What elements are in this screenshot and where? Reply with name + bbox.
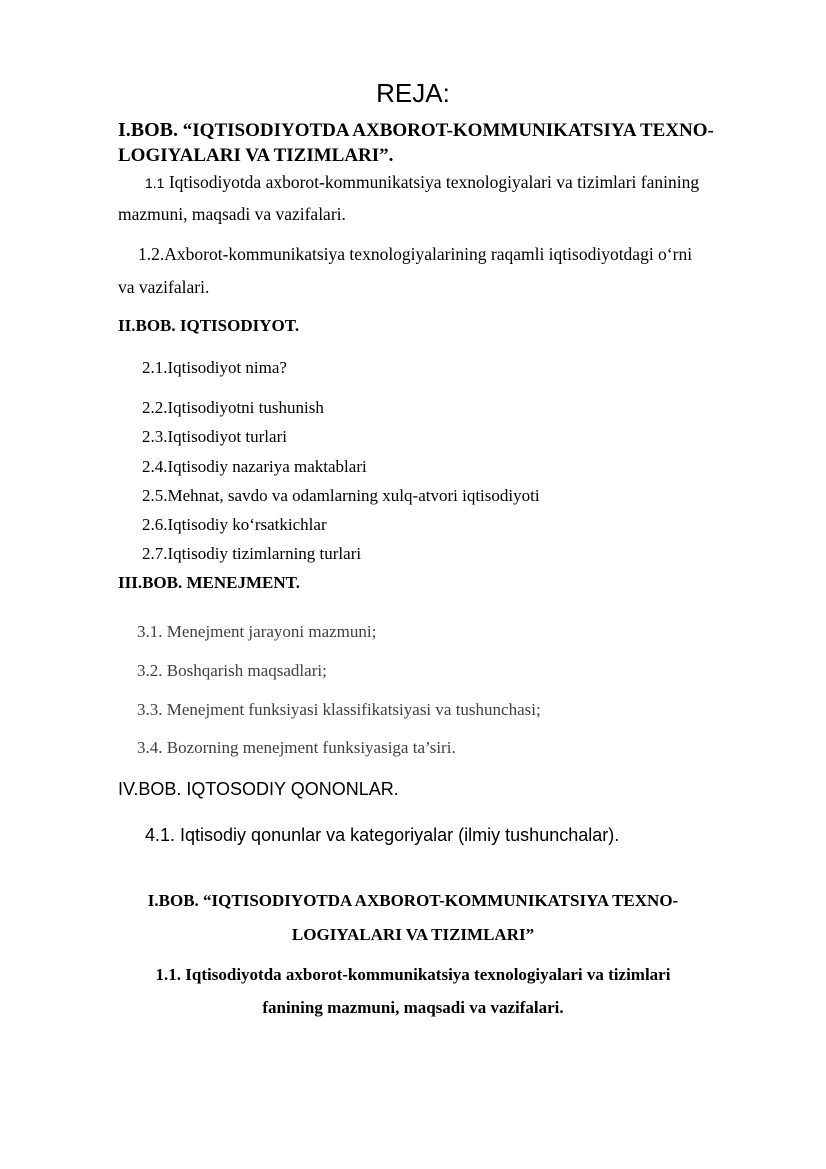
chapter2-item: 2.5.Mehnat, savdo va odamlarning xulq-atvori iqtisodiyoti: [142, 486, 540, 505]
section-heading-line1: I.BOB. “IQTISODIYOTDA AXBOROT-KOMMUNIKATSIYA TEXNO-: [147, 891, 679, 910]
chapter3-item: 3.2. Boshqarish maqsadlari;: [137, 661, 327, 680]
subsection-heading-line1: 1.1. Iqtisodiyotda axborot-kommunikatsiya texnologiyalari va tizimlari: [155, 965, 671, 984]
chapter1-item2-line1: 1.2.Axborot-kommunikatsiya texnologiyalarining raqamli iqtisodiyotdagi oʻrni: [138, 244, 693, 264]
chapter3-heading: III.BOB. MENEJMENT.: [118, 573, 300, 592]
chapter1-prefix: I.BOB.: [118, 119, 179, 141]
chapter2-item: 2.7.Iqtisodiy tizimlarning turlari: [142, 544, 362, 563]
chapter2-item: 2.3.Iqtisodiyot turlari: [142, 427, 287, 446]
chapter1-title-line1: “IQTISODIYOTDA AXBOROT-KOMMUNIKATSIYA TEXNO-: [178, 120, 714, 141]
chapter1-heading: [118, 118, 714, 168]
chapter1-title-line2: LOGIYALARI VA TIZIMLARI”.: [118, 145, 394, 166]
chapter3-item: 3.1. Menejment jarayoni mazmuni;: [137, 622, 377, 641]
chapter1-item1-text: Iqtisodiyotda axborot-kommunikatsiya texnologiyalari va tizimlari fanining: [164, 172, 700, 192]
chapter1-item1-number: 1.1: [145, 175, 165, 191]
chapter2-heading: II.BOB. IQTISODIYOT.: [118, 316, 300, 335]
chapter1-item1-line1: [145, 166, 699, 200]
chapter4-heading: IV.BOB. IQTOSODIY QONONLAR.: [118, 779, 399, 799]
chapter4-item: 4.1. Iqtisodiy qonunlar va kategoriyalar (ilmiy tushunchalar).: [145, 825, 620, 845]
subsection-heading-line2: fanining mazmuni, maqsadi va vazifalari.: [262, 998, 564, 1017]
page-title: REJA:: [376, 78, 450, 108]
chapter3-item: 3.4. Bozorning menejment funksiyasiga ta’siri.: [137, 738, 456, 757]
section-heading-line2: LOGIYALARI VA TIZIMLARI”: [291, 925, 535, 944]
chapter1-item1-line2: mazmuni, maqsadi va vazifalari.: [118, 204, 346, 224]
chapter2-item: 2.2.Iqtisodiyotni tushunish: [142, 398, 324, 417]
chapter1-item2-line2: va vazifalari.: [118, 277, 210, 297]
chapter3-item: 3.3. Menejment funksiyasi klassifikatsiyasi va tushunchasi;: [137, 700, 541, 719]
chapter2-item: 2.1.Iqtisodiyot nima?: [142, 358, 287, 377]
chapter2-item: 2.6.Iqtisodiy koʻrsatkichlar: [142, 515, 327, 534]
chapter2-item: 2.4.Iqtisodiy nazariya maktablari: [142, 457, 367, 476]
